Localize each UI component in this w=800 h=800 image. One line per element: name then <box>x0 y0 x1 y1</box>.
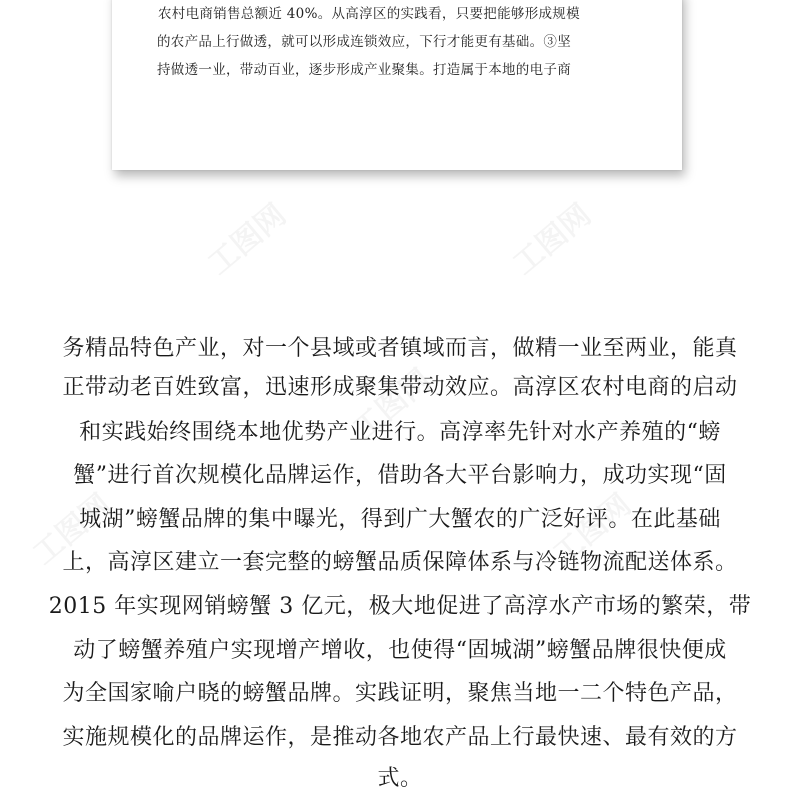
body-text-line: 式。 <box>377 766 423 791</box>
watermark <box>501 191 598 283</box>
excerpt-line: 的农产品上行做透，就可以形成连锁效应，下行才能更有基础。③坚 <box>157 34 571 50</box>
body-text-line: 城湖”螃蟹品牌的集中曝光，得到广大蟹农的广泛好评。在此基础 <box>79 507 721 532</box>
watermark <box>196 191 293 283</box>
body-text-line: 正带动老百姓致富，迅速形成聚集带动效应。高淳区农村电商的启动 <box>62 375 738 400</box>
body-text-line: 实施规模化的品牌运作，是推动各地农产品上行最快速、最有效的方 <box>62 725 738 750</box>
excerpt-line: 持做透一业，带动百业，逐步形成产业聚集。打造属于本地的电子商 <box>157 62 571 78</box>
body-text-line: 为全国家喻户晓的螃蟹品牌。实践证明，聚焦当地一二个特色产品， <box>62 681 738 706</box>
body-text-line: 上，高淳区建立一套完整的螃蟹品质保障体系与冷链物流配送体系。 <box>62 550 738 575</box>
body-text-line: 和实践始终围绕本地优势产业进行。高淳率先针对水产养殖的“螃 <box>79 420 721 445</box>
body-text-line: 动了螃蟹养殖户实现增产增收，也使得“固城湖”螃蟹品牌很快便成 <box>73 638 727 663</box>
body-text-line: 蟹”进行首次规模化品牌运作，借助各大平台影响力，成功实现“固 <box>73 463 727 488</box>
excerpt-card <box>112 0 682 170</box>
body-text-line: 2015 年实现网销螃蟹 3 亿元，极大地促进了高淳水产市场的繁荣，带 <box>48 594 752 619</box>
body-text-line: 务精品特色产业，对一个县域或者镇域而言，做精一业至两业，能真 <box>62 336 738 361</box>
excerpt-line: 农村电商销售总额近 40%。从高淳区的实践看，只要把能够形成规模 <box>158 6 580 22</box>
